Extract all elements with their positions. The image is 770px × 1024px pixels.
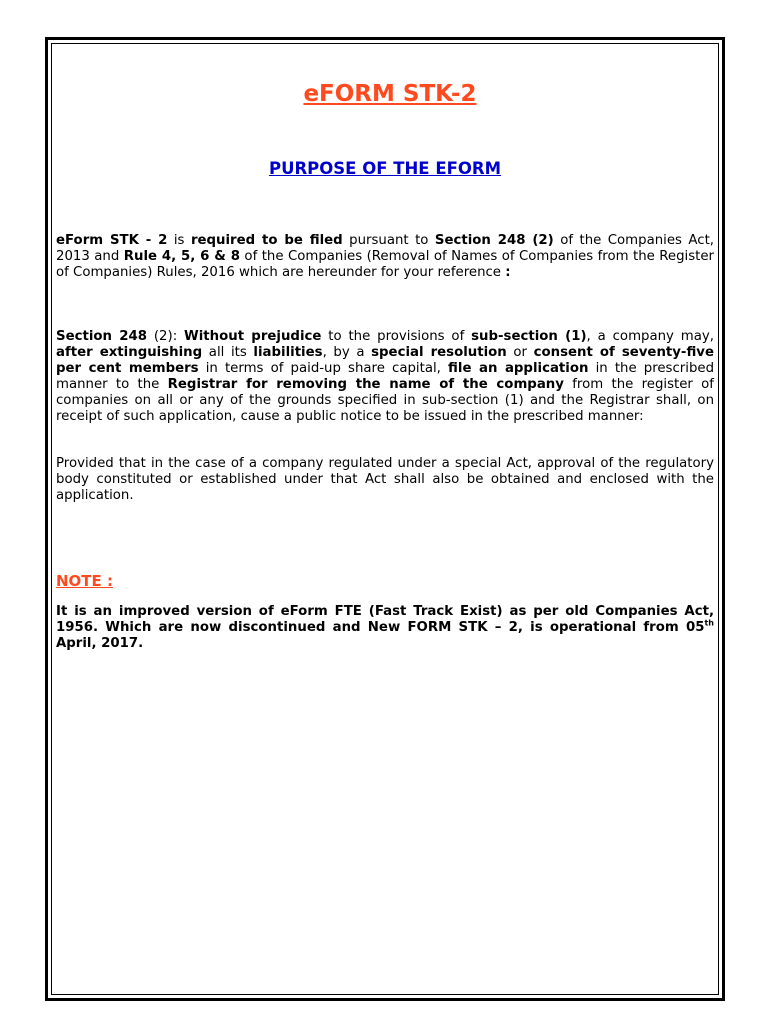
note-heading: NOTE : [56, 572, 114, 590]
section-text-bold: sub-section (1) [471, 329, 587, 344]
section-text-bold: Without prejudice [184, 329, 322, 344]
section-text-bold: liabilities [253, 345, 323, 360]
intro-text-bold: Section 248 (2) [434, 233, 554, 248]
section-text-bold: file an application [448, 361, 589, 376]
note-text: It is an improved version of eForm FTE (Fast Track Exist) as per old Companies Act, 1956. Which are now discontinued and New FORM STK – 2, is operational from 05 [56, 604, 714, 635]
section-text: in the prescribed manner to the [56, 361, 715, 392]
section-text-bold: Registrar for removing the name of the company [167, 377, 564, 392]
section-248-paragraph [56, 329, 714, 425]
section-heading-purpose: PURPOSE OF THE EFORM [268, 159, 502, 178]
intro-text-bold: Rule 4, 5, 6 & 8 [123, 249, 240, 264]
section-text-bold: Section 248 [56, 329, 148, 344]
proviso-paragraph: Provided that in the case of a company regulated under a special Act, approval of the regulatory body constituted or established under that Act shall also be obtained and enclosed with the application. [56, 456, 714, 503]
document-body [56, 80, 714, 652]
section-text: (2): [147, 329, 185, 344]
section-text: to the provisions of [321, 329, 472, 344]
intro-text-bold: required to be filed [190, 233, 343, 248]
section-text: , a company may, [586, 329, 714, 344]
section-text: or [506, 345, 534, 360]
note-text: April, 2017. [56, 636, 144, 651]
intro-text: pursuant to [342, 233, 435, 248]
section-text: from the register of companies on all or any of the grounds specified in sub-section (1) and the Registrar shall, on receipt of such application, cause a public notice to be issued in the prescribed manner: [56, 377, 714, 424]
intro-paragraph [56, 233, 714, 281]
note-superscript: th [704, 618, 714, 628]
section-text-bold: special resolution [371, 345, 507, 360]
note-paragraph [56, 604, 714, 652]
intro-text-bold: : [505, 265, 511, 280]
section-text: in terms of paid-up share capital, [198, 361, 449, 376]
section-text: all its [202, 345, 254, 360]
intro-text: is [167, 233, 191, 248]
document-title: eFORM STK-2 [303, 81, 477, 107]
section-text-bold: consent of seventy-five per cent members [56, 345, 714, 376]
section-text: , by a [322, 345, 372, 360]
section-text-bold: after extinguishing [56, 345, 203, 360]
intro-text: of the Companies (Removal of Names of Companies from the Register of Companies) Rules, 2016 which are hereunder for your reference [56, 249, 715, 280]
intro-text: of the Companies Act, 2013 and [56, 233, 715, 264]
intro-text-bold: eForm STK - 2 [56, 233, 168, 248]
